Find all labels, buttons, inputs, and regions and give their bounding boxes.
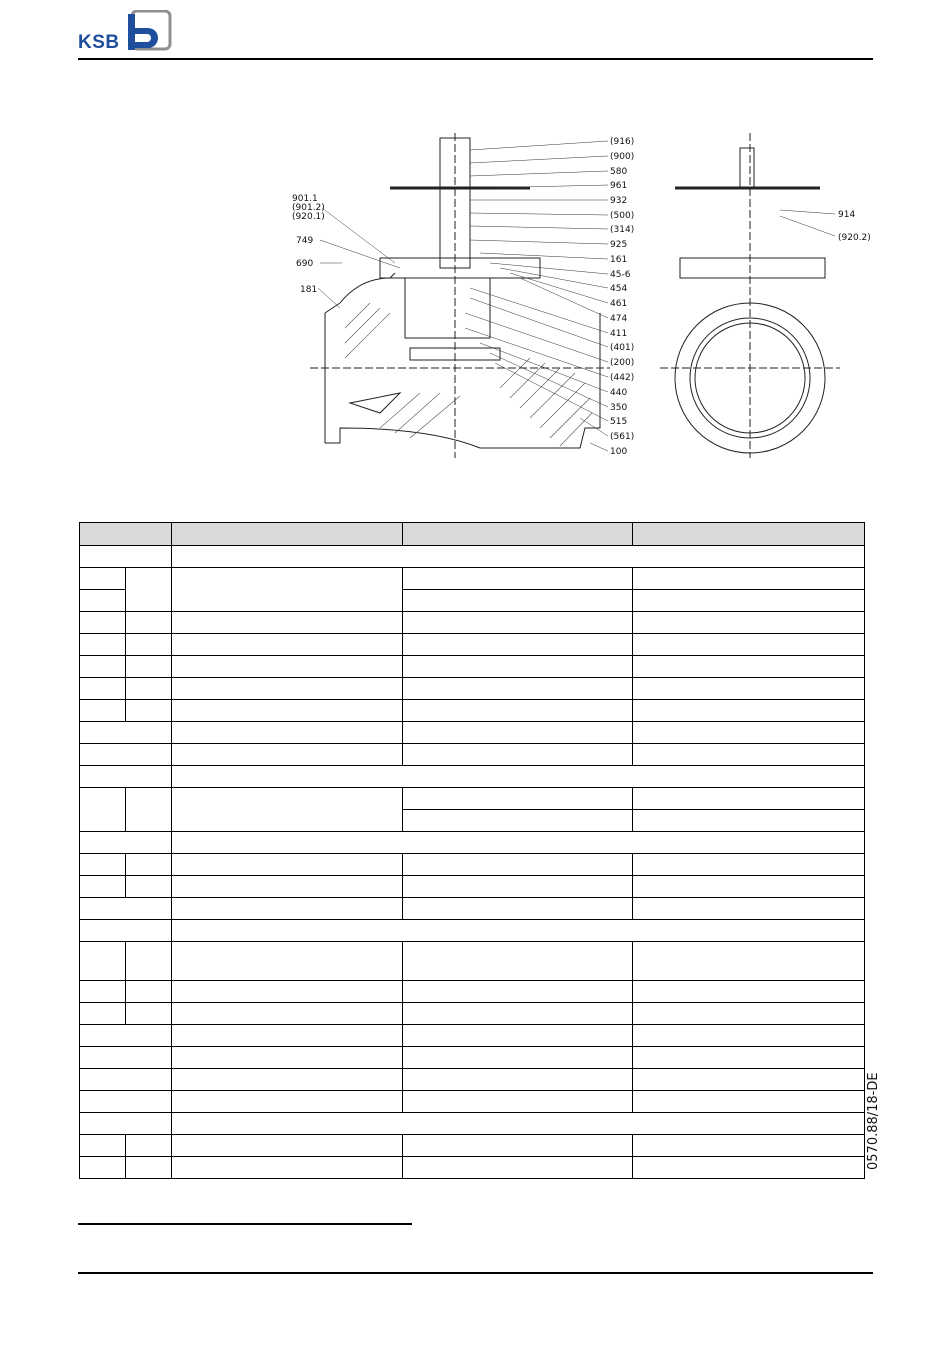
table-cell — [172, 1003, 403, 1025]
table-cell — [126, 568, 172, 612]
table-cell — [126, 678, 172, 700]
table-cell — [403, 788, 633, 810]
table-cell — [80, 1047, 172, 1069]
table-cell — [172, 700, 403, 722]
table-cell — [80, 942, 126, 981]
table-cell — [80, 832, 172, 854]
drawing-label: 161 — [610, 255, 628, 265]
table-cell — [172, 612, 403, 634]
drawing-label: 350 — [610, 403, 628, 413]
table-cell — [126, 1003, 172, 1025]
right-label-column — [610, 137, 634, 457]
drawing-label: 515 — [610, 417, 628, 427]
table-row — [80, 678, 865, 700]
table-cell — [80, 678, 126, 700]
drawing-label: 440 — [610, 388, 628, 398]
drawing-label: 411 — [610, 329, 628, 339]
table-cell — [80, 546, 172, 568]
table-cell — [172, 876, 403, 898]
table-cell — [80, 898, 172, 920]
table-cell — [633, 1003, 865, 1025]
table-cell — [80, 1091, 172, 1113]
table-cell — [403, 1069, 633, 1091]
header-rule — [78, 58, 873, 60]
table-row — [80, 832, 865, 854]
drawing-label: 454 — [610, 284, 628, 294]
table-cell — [172, 1047, 403, 1069]
valve-sectional-drawing — [280, 128, 880, 468]
table-cell — [172, 981, 403, 1003]
table-cell — [126, 612, 172, 634]
table-cell — [633, 590, 865, 612]
parts-table — [79, 522, 865, 1179]
table-row — [80, 568, 865, 590]
drawing-label: 461 — [610, 299, 628, 309]
table-cell — [633, 1025, 865, 1047]
drawing-label: (900) — [610, 152, 635, 162]
table-cell — [80, 1135, 126, 1157]
table-row — [80, 920, 865, 942]
table-cell — [80, 612, 126, 634]
table-cell — [126, 788, 172, 832]
drawing-label: 925 — [610, 240, 628, 250]
drawing-label: 474 — [610, 314, 628, 324]
table-cell — [403, 810, 633, 832]
table-cell — [633, 700, 865, 722]
table-header-cell — [172, 523, 403, 546]
table-cell — [80, 920, 172, 942]
section-hatching — [345, 303, 592, 446]
table-cell — [80, 590, 126, 612]
table-cell — [633, 612, 865, 634]
drawing-label: (916) — [610, 137, 635, 147]
drawing-label: 901.1 — [292, 194, 318, 204]
table-cell — [126, 700, 172, 722]
table-row — [80, 634, 865, 656]
table-cell — [80, 788, 126, 832]
table-cell — [403, 876, 633, 898]
table-row — [80, 1069, 865, 1091]
table-cell — [172, 788, 403, 832]
table-cell — [80, 876, 126, 898]
table-cell — [126, 854, 172, 876]
table-row — [80, 788, 865, 810]
table-row — [80, 1025, 865, 1047]
table-cell — [126, 1157, 172, 1179]
table-cell — [172, 656, 403, 678]
table-cell — [633, 744, 865, 766]
drawing-label: 100 — [610, 447, 628, 457]
table-cell — [403, 898, 633, 920]
table-cell — [633, 810, 865, 832]
table-cell — [633, 981, 865, 1003]
drawing-label: (200) — [610, 358, 635, 368]
drawing-label: 914 — [838, 210, 856, 220]
drawing-label: 45-6 — [610, 270, 631, 280]
table-cell — [633, 876, 865, 898]
table-row — [80, 876, 865, 898]
ksb-logo — [78, 10, 178, 54]
table-cell — [403, 1025, 633, 1047]
drawing-label: (401) — [610, 343, 635, 353]
drawing-label: 961 — [610, 181, 628, 191]
table-cell — [172, 832, 865, 854]
table-cell — [172, 942, 403, 981]
table-cell — [80, 568, 126, 590]
section-view-body — [310, 133, 610, 458]
table-cell — [633, 898, 865, 920]
table-cell — [633, 568, 865, 590]
table-row — [80, 942, 865, 981]
table-cell — [403, 1047, 633, 1069]
table-row — [80, 744, 865, 766]
table-cell — [403, 612, 633, 634]
table-cell — [403, 744, 633, 766]
table-cell — [403, 1091, 633, 1113]
table-row — [80, 700, 865, 722]
table-cell — [633, 722, 865, 744]
table-cell — [172, 1091, 403, 1113]
footer-rule — [78, 1272, 873, 1274]
table-row — [80, 898, 865, 920]
table-cell — [633, 854, 865, 876]
table-cell — [403, 981, 633, 1003]
table-cell — [172, 744, 403, 766]
table-row — [80, 1047, 865, 1069]
table-row — [80, 656, 865, 678]
drawing-label: 181 — [300, 285, 318, 295]
table-cell — [633, 1047, 865, 1069]
valve-drawing-svg — [280, 128, 880, 468]
table-cell — [172, 854, 403, 876]
drawing-label: (901.2) — [292, 203, 325, 213]
table-cell — [80, 1069, 172, 1091]
table-cell — [633, 1091, 865, 1113]
table-cell — [633, 656, 865, 678]
table-cell — [126, 656, 172, 678]
table-cell — [80, 1157, 126, 1179]
table-cell — [126, 634, 172, 656]
table-cell — [172, 1069, 403, 1091]
table-row — [80, 981, 865, 1003]
side-view-body — [660, 133, 840, 458]
table-cell — [172, 1157, 403, 1179]
table-header-cell — [80, 523, 172, 546]
table-cell — [80, 722, 172, 744]
footnote-rule — [78, 1223, 412, 1225]
drawing-label: (920.2) — [838, 233, 871, 243]
table-cell — [172, 1025, 403, 1047]
table-row — [80, 1157, 865, 1179]
table-cell — [126, 876, 172, 898]
table-row — [80, 1091, 865, 1113]
table-row — [80, 722, 865, 744]
table-cell — [126, 1135, 172, 1157]
drawing-label: (314) — [610, 225, 635, 235]
document-code: 0570.88/18-DE — [866, 1072, 881, 1170]
drawing-label: (561) — [610, 432, 635, 442]
table-cell — [172, 546, 865, 568]
table-cell — [403, 678, 633, 700]
table-cell — [633, 634, 865, 656]
logo-wordmark: KSB — [78, 32, 120, 53]
drawing-label: 749 — [296, 236, 314, 246]
drawing-label: (500) — [610, 211, 635, 221]
table-cell — [403, 634, 633, 656]
table-cell — [403, 1135, 633, 1157]
table-cell — [403, 1003, 633, 1025]
table-cell — [80, 1025, 172, 1047]
table-cell — [633, 788, 865, 810]
table-row — [80, 1113, 865, 1135]
table-cell — [172, 634, 403, 656]
table-cell — [172, 678, 403, 700]
table-header-row — [80, 523, 865, 546]
table-cell — [80, 854, 126, 876]
drawing-label: (442) — [610, 373, 635, 383]
table-cell — [633, 1135, 865, 1157]
drawing-label: (920.1) — [292, 212, 325, 222]
table-cell — [80, 634, 126, 656]
table-cell — [172, 722, 403, 744]
table-row — [80, 854, 865, 876]
table-cell — [80, 700, 126, 722]
table-cell — [403, 568, 633, 590]
table-cell — [172, 1113, 865, 1135]
table-row — [80, 546, 865, 568]
table-cell — [126, 981, 172, 1003]
table-row — [80, 1135, 865, 1157]
table-row — [80, 612, 865, 634]
table-header-cell — [403, 523, 633, 546]
table-cell — [172, 568, 403, 612]
table-cell — [172, 766, 865, 788]
table-cell — [403, 1157, 633, 1179]
table-header-cell — [633, 523, 865, 546]
table-cell — [633, 1069, 865, 1091]
table-cell — [403, 700, 633, 722]
table-row — [80, 766, 865, 788]
table-cell — [172, 898, 403, 920]
drawing-label: 932 — [610, 196, 628, 206]
table-cell — [633, 678, 865, 700]
drawing-label: 690 — [296, 259, 314, 269]
table-cell — [633, 942, 865, 981]
table-cell — [403, 656, 633, 678]
ksb-b-mark-icon — [122, 10, 178, 54]
table-cell — [80, 981, 126, 1003]
table-cell — [403, 942, 633, 981]
table-cell — [172, 920, 865, 942]
table-cell — [172, 1135, 403, 1157]
table-cell — [403, 854, 633, 876]
table-row — [80, 1003, 865, 1025]
table-cell — [126, 942, 172, 981]
table-cell — [403, 590, 633, 612]
table-cell — [403, 722, 633, 744]
table-cell — [80, 766, 172, 788]
table-cell — [80, 744, 172, 766]
table-cell — [633, 1157, 865, 1179]
table-cell — [80, 1003, 126, 1025]
table-cell — [80, 1113, 172, 1135]
table-cell — [80, 656, 126, 678]
drawing-label: 580 — [610, 167, 628, 177]
